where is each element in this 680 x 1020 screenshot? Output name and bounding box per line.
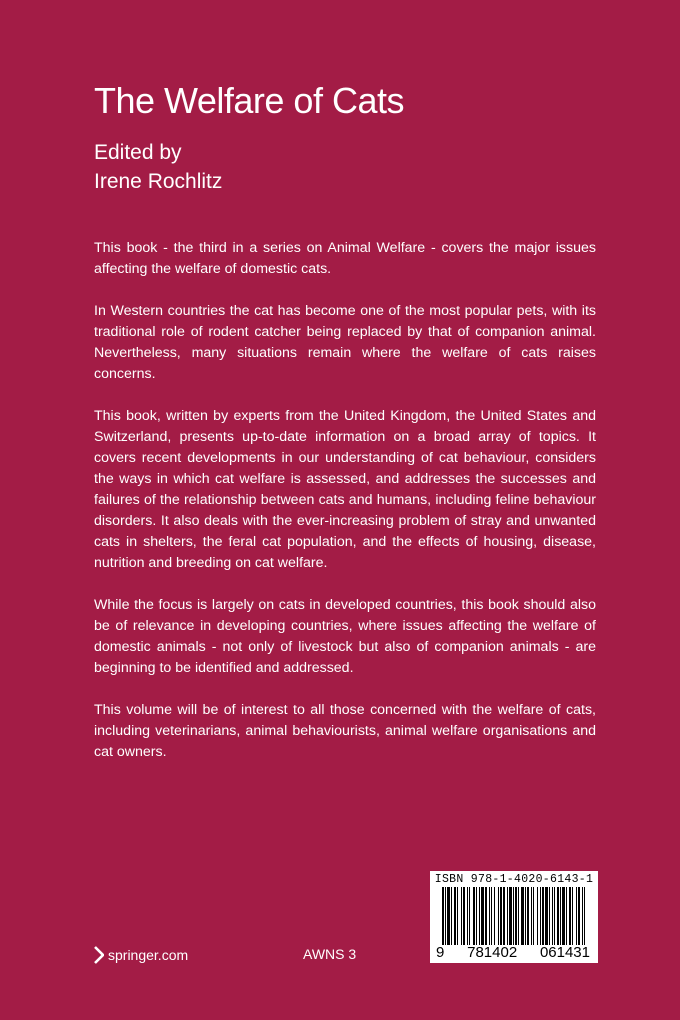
isbn-label: ISBN 978-1-4020-6143-1 [434, 873, 594, 886]
ean-right-group: 061431 [539, 944, 590, 961]
blurb-paragraph: In Western countries the cat has become one of the most popular pets, with its traditional role of rodent catcher being replaced by that of companion animal. Nevertheless, many situations remain where the welfare of cats raises concerns. [94, 303, 596, 382]
ean-left-group: 781402 [467, 944, 518, 961]
editor-name: Irene Rochlitz [94, 170, 223, 193]
book-title: The Welfare of Cats [94, 80, 404, 121]
series-code: AWNS 3 [303, 946, 357, 962]
blurb [94, 238, 596, 784]
blurb-paragraph: This volume will be of interest to all those concerned with the welfare of cats, including veterinarians, animal behaviourists, animal welfare organisations and cat owners. [94, 702, 596, 760]
edited-by-label: Edited by [94, 141, 182, 164]
ean-first-digit: 9 [436, 944, 445, 961]
editor-block [94, 138, 222, 196]
blurb-paragraph: While the focus is largely on cats in developed countries, this book should also be of relevance in developing countries, where issues affecting the welfare of domestic animals - not only of livestock but also of companion animals - are beginning to be identified and addressed. [94, 597, 596, 676]
barcode-bars [436, 887, 592, 945]
publisher-link[interactable] [94, 946, 188, 964]
chevron-right-icon [94, 946, 104, 964]
blurb-paragraph: This book - the third in a series on Animal Welfare - covers the major issues affecting the welfare of domestic cats. [94, 240, 596, 277]
publisher-url: springer.com [108, 947, 189, 963]
blurb-paragraph: This book, written by experts from the United Kingdom, the United States and Switzerland, presents up-to-date information on a broad array of topics. It covers recent developments in our understanding of cat behaviour, considers the ways in which cat welfare is assessed, and addresses the successes and failures of the relationship between cats and humans, including feline behaviour disorders. It also deals with the ever-increasing problem of stray and unwanted cats in shelters, the feral cat population, and the effects of housing, disease, nutrition and breeding on cat welfare. [94, 408, 596, 571]
barcode [430, 871, 598, 963]
ean-digits [434, 945, 594, 961]
